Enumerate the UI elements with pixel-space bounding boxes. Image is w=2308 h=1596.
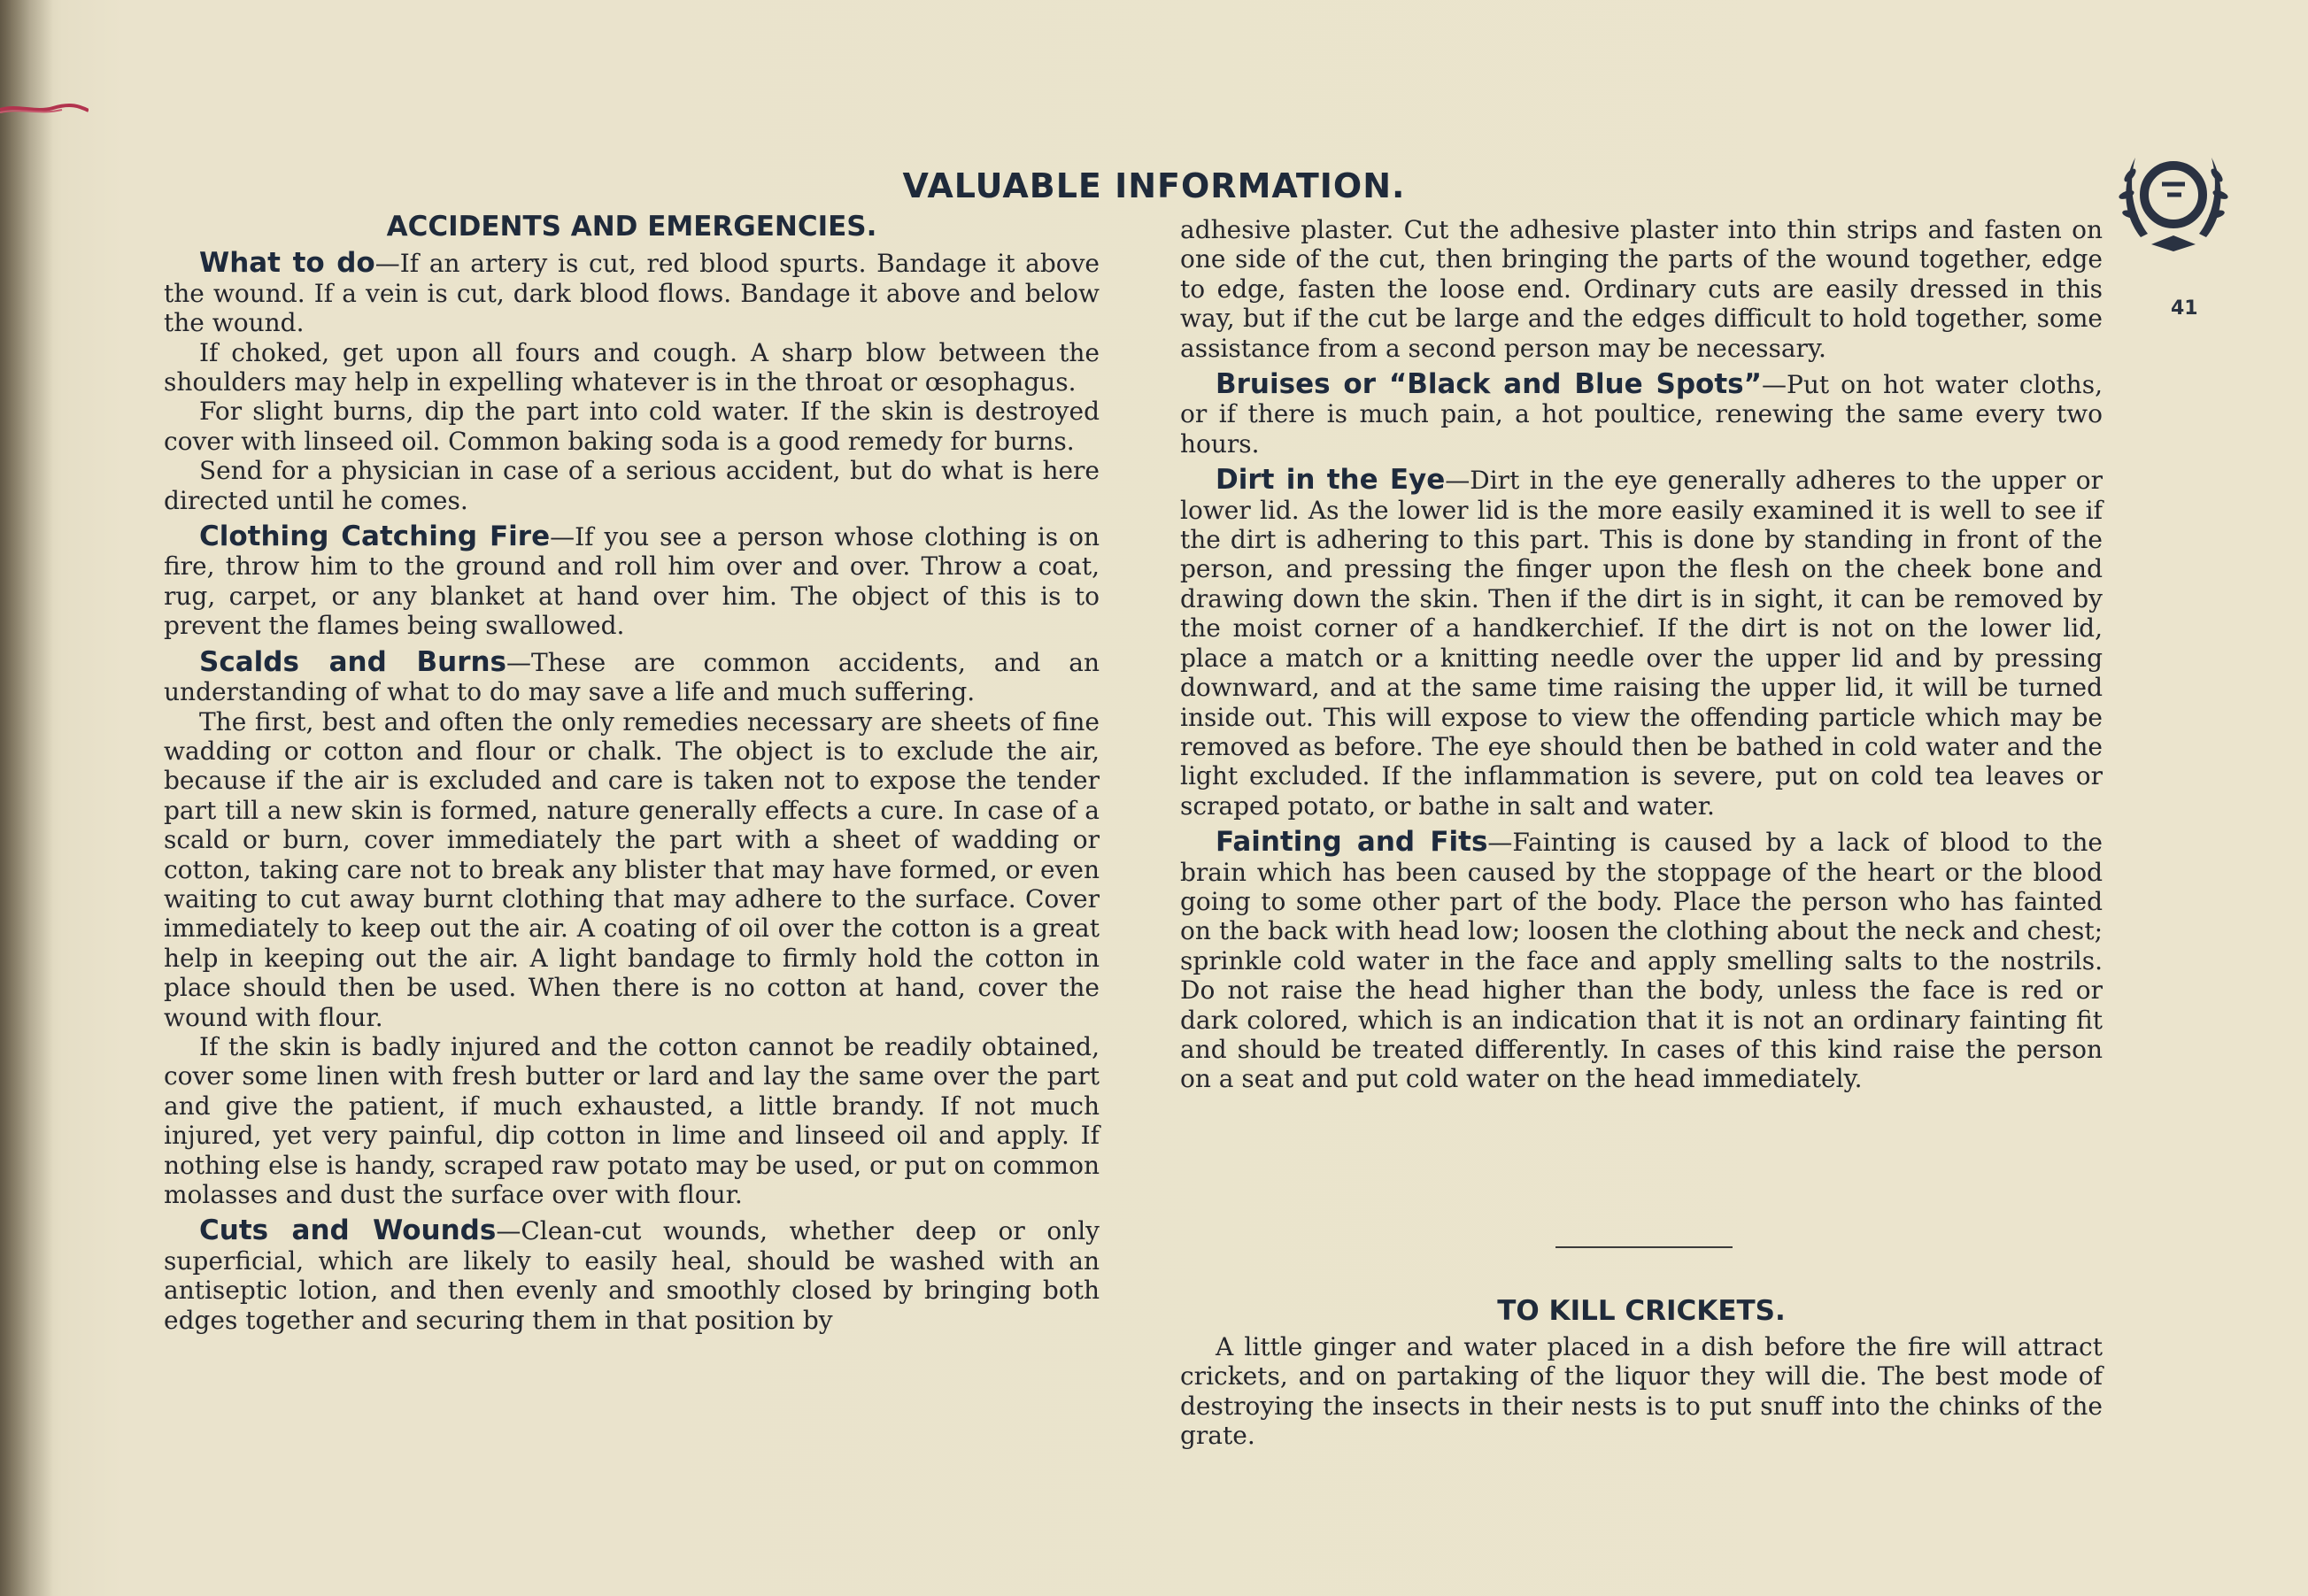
- clothing-fire-paragraph: [164, 522, 1100, 641]
- cuts-wounds-paragraph: [164, 1216, 1100, 1335]
- cuts-wounds-lead: Cuts and Wounds: [199, 1214, 497, 1247]
- dirt-eye-paragraph: [1180, 466, 2103, 821]
- page-number: 41: [2171, 297, 2198, 320]
- crickets-section: [1180, 1332, 2103, 1451]
- what-to-do-lead: What to do: [199, 247, 375, 280]
- bruises-text: —Put on hot water cloths, or if there is much pain, a hot poultice, renewing the same every two hours.: [1180, 370, 2103, 459]
- dirt-eye-text: —Dirt in the eye generally adheres to the upper or lower lid. As the lower lid is the more easily examined it is well to see if the dirt is adhering to this part. This is done by standing in front of the person, and pressing the finger upon the flesh on the cheek bone and drawing down the skin. Then if the dirt is in sight, it can be removed by the moist corner of a handkerchief. If the dirt is not on the lower lid, place a match or a knitting needle over the upper lid and by pressing downward, and at the same time raising the upper lid, it will be turned inside out. This will expose to view the offending particle which may be removed as before. The eye should then be bathed in cold water and the light excluded. If the inflammation is severe, put on cold tea leaves or scraped potato, or bathe in salt and water.: [1180, 466, 2103, 821]
- right-column: [1180, 215, 2103, 1094]
- physician-paragraph: Send for a physician in case of a serious accident, but do what is here directed until he comes.: [164, 456, 1100, 515]
- section-divider: [1555, 1246, 1733, 1248]
- accidents-heading: ACCIDENTS AND EMERGENCIES.: [386, 211, 877, 243]
- binding-shadow: [0, 0, 53, 1596]
- clothing-fire-lead: Clothing Catching Fire: [199, 520, 551, 553]
- crickets-paragraph: A little ginger and water placed in a dish before the fire will attract crickets, and on partaking of the liquor they will die. The best mode of destroying the insects in their nests is to put snuff into the chinks of the grate.: [1180, 1332, 2103, 1451]
- dirt-eye-lead: Dirt in the Eye: [1216, 464, 1446, 497]
- bruises-paragraph: [1180, 370, 2103, 459]
- left-column: [164, 212, 1100, 1335]
- binding-thread: [0, 99, 89, 120]
- scalds-burns-paragraph: [164, 645, 1100, 707]
- choked-paragraph: If choked, get upon all fours and cough. A sharp blow between the shoulders may help in expelling whatever is in the throat or œsophagus.: [164, 337, 1100, 397]
- scalds-burns-lead: Scalds and Burns: [199, 645, 507, 678]
- what-to-do-paragraph: [164, 249, 1100, 337]
- fainting-text: —Fainting is caused by a lack of blood to the brain which has been caused by the stoppage of the heart or the blood going to some other part of the body. Place the person who has fainted on the back with head low; loosen the clothing about the neck and chest; sprinkle cold water in the face and apply smelling salts to the nostrils. Do not raise the head higher than the body, unless the face is red or dark colored, which is an indication that it is not an ordinary fainting fit and should be treated differently. In cases of this kind raise the person on a seat and put cold water on the head immediately.: [1180, 828, 2103, 1094]
- cuts-wounds-text: —Clean-cut wounds, whether deep or only superficial, which are likely to easily heal, should be washed with an antiseptic lotion, and then evenly and smoothly closed by bringing both edges together and securing them in that position by: [164, 1216, 1100, 1335]
- slight-burns-paragraph: For slight burns, dip the part into cold water. If the skin is destroyed cover with linseed oil. Common baking soda is a good remedy for burns.: [164, 397, 1100, 456]
- fainting-lead: Fainting and Fits: [1216, 826, 1488, 859]
- crickets-heading: TO KILL CRICKETS.: [1497, 1295, 1786, 1327]
- fainting-paragraph: [1180, 828, 2103, 1094]
- cuts-continued-paragraph: adhesive plaster. Cut the adhesive plaster into thin strips and fasten on one side of the cut, then bringing the parts of the wound together, edge to edge, fasten the loose end. Ordinary cuts are easily dressed in this way, but if the cut be large and the edges difficult to hold together, some assistance from a second person may be necessary.: [1180, 215, 2103, 363]
- scalds-burns-text: —These are common accidents, and an understanding of what to do may save a life and much suffering.: [164, 647, 1100, 707]
- what-to-do-text: —If an artery is cut, red blood spurts. Bandage it above the wound. If a vein is cut, dark blood flows. Bandage it above and below the wound.: [164, 249, 1100, 338]
- page-title: VALUABLE INFORMATION.: [902, 166, 1406, 205]
- bruises-lead: Bruises or “Black and Blue Spots”: [1216, 368, 1762, 401]
- injured-skin-paragraph: If the skin is badly injured and the cotton cannot be readily obtained, cover some linen with fresh butter or lard and lay the same over the part and give the patient, if much exhausted, a little brandy. If not much injured, yet very painful, dip cotton in lime and linseed oil and apply. If nothing else is handy, scraped raw potato may be used, or put on common molasses and dust the surface over with flour.: [164, 1031, 1100, 1209]
- clothing-fire-text: —If you see a person whose clothing is on fire, throw him to the ground and roll him over and over. Throw a coat, rug, carpet, or any blanket at hand over him. The object of this is to prevent the flames being swallowed.: [164, 522, 1100, 641]
- remedies-paragraph: The first, best and often the only remedies necessary are sheets of fine wadding or cotton and flour or chalk. The object is to exclude the air, because if the air is excluded and care is taken not to expose the tender part till a new skin is formed, nature generally effects a cure. In case of a scald or burn, cover immediately the part with a sheet of wadding or cotton, taking care not to break any blister that may have formed, or even waiting to cut away burnt clothing that may adhere to the surface. Cover immediately to keep out the air. A coating of oil over the cotton is a great help in keeping out the air. A light bandage to firmly hold the cotton in place should then be used. When there is no cotton at hand, cover the wound with flour.: [164, 706, 1100, 1032]
- wreath-monogram-icon: [2116, 131, 2231, 281]
